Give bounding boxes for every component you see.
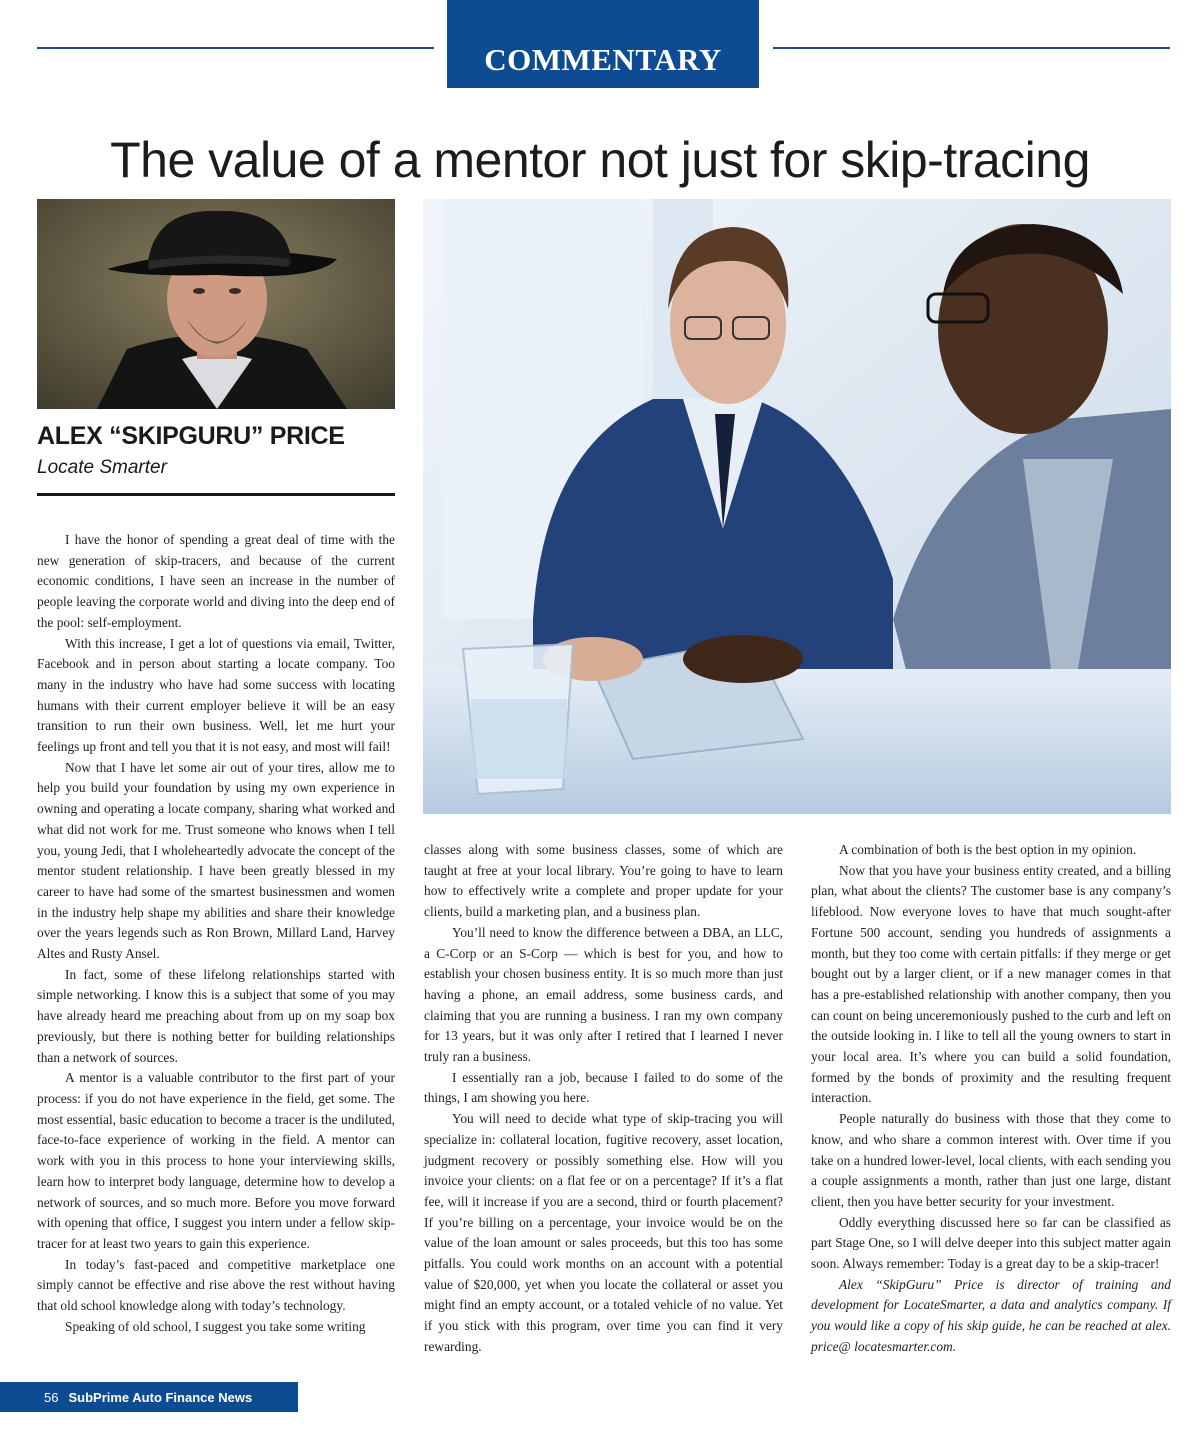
paragraph: You will need to decide what type of skip-tracing you will specialize in: collateral location, fugitive recovery, asset location, judgment recovery or possibly something else. How will you invoice your clients: on a flat fee or on a percentage? If it’s a flat fee, will it increase if you are a second, third or fourth placement? If you’re billing on a percentage, your invoice would be on the value of the loan amount or sales proceeds, but this too has some pitfalls. You could work months on an account with a potential value of $20,000, yet when you locate the collateral or asset you might find an empty account, or a totaled vehicle of no value. Yet if you stick with this program, over time you can find it very rewarding.	[424, 1111, 783, 1354]
paragraph: In fact, some of these lifelong relationships started with simple networking. I know this is a subject that some of you may have already heard me preaching about from up on my soap box previously, but there is nothing better for building relationships than a network of sources.	[37, 966, 395, 1065]
article-column-3	[811, 840, 1171, 1358]
paragraph: Oddly everything discussed here so far can be classified as part Stage One, so I will delve deeper into this subject matter again soon. Always remember: Today is a great day to be a skip-tracer!	[811, 1214, 1171, 1272]
section-label: COMMENTARY	[447, 0, 759, 88]
paragraph: A mentor is a valuable contributor to the first part of your process: if you do not have experience in the field, get some. The most essential, basic education to become a tracer is the undiluted, face-to-face experience of working in the field. A mentor can work with you in this process to hone your interviewing skills, learn how to interpret body language, determine how to develop a network of sources, and so much more. Before you move forward with opening that office, I suggest you intern under a fellow skip-tracer for at least two years to gain this experience.	[37, 1070, 395, 1251]
paragraph: classes along with some business classes, some of which are taught at free at your local library. You’re going to have to learn how to effectively write a complete and proper update for your clients, build a marketing plan, and a business plan.	[424, 842, 783, 920]
article-photo	[423, 199, 1171, 814]
paragraph: A combination of both is the best option in my opinion.	[839, 842, 1137, 857]
author-name: ALEX “SKIPGURU” PRICE	[37, 422, 345, 450]
header-rule-right	[773, 47, 1170, 49]
header-rule-left	[37, 47, 434, 49]
paragraph: Now that I have let some air out of your tires, allow me to help you build your foundation by using my own experience in owning and operating a locate company, sharing what worked and what did not work for me. Trust someone who knows when I tell you, young Jedi, that I wholeheartedly advocate the concept of the mentor student relationship. I have been greatly blessed in my career to have had some of the smartest businessmen and women in the industry help shape my abilities and share their knowledge over the years legends such as Ron Brown, Millard Land, Harvey Altes and Rusty Ansel.	[37, 759, 395, 962]
paragraph: People naturally do business with those that they come to know, and who share a common interest with. Over time if you take on a hundred lower-level, local clients, with each sending you a couple assignments a month, rather than just one large, distant client, then you have better security for your investment.	[811, 1111, 1171, 1209]
paragraph: I essentially ran a job, because I failed to do some of the things, I am showing you here.	[424, 1069, 783, 1106]
author-company: Locate Smarter	[37, 457, 167, 478]
page-number: 56	[44, 1389, 59, 1405]
article-column-2	[424, 840, 783, 1358]
paragraph: You’ll need to know the difference between a DBA, an LLC, a C-Corp or an S-Corp — which is best for you, and how to establish your chosen business entity. It is so much more than just having a phone, an email address, some business cards, and claiming that you are running a business. I ran my own company for 13 years, but it was only after I retired that I learned I never truly ran a business.	[424, 924, 783, 1065]
paragraph: In today’s fast-paced and competitive marketplace one simply cannot be effective and rise above the rest without having that old school knowledge along with today’s technology.	[37, 1256, 395, 1314]
page-footer	[0, 1382, 298, 1412]
author-divider	[37, 493, 395, 496]
article-title: The value of a mentor not just for skip-tracing	[110, 132, 1090, 188]
author-bio: Alex “SkipGuru” Price is director of training and development for LocateSmarter, a data and analytics company. If you would like a copy of his skip guide, he can be reached at alex. price@ locatesmarter.com.	[811, 1276, 1171, 1354]
paragraph: With this increase, I get a lot of questions via email, Twitter, Facebook and in person about starting a locate company. Too many in the industry who have had some success with locating humans with their current employer believe it will be an easy transition to run their own business. Well, let me hurt your feelings up front and tell you that it is not easy, and most will fail!	[37, 635, 395, 755]
article-column-1	[37, 530, 395, 1337]
author-photo	[37, 199, 395, 409]
paragraph: I have the honor of spending a great deal of time with the new generation of skip-tracers, and because of the current economic conditions, I have seen an increase in the number of people leaving the corporate world and diving into the deep end of the pool: self-employment.	[37, 532, 395, 630]
publication-name: SubPrime Auto Finance News	[68, 1389, 253, 1405]
paragraph: Speaking of old school, I suggest you take some writing	[65, 1318, 366, 1334]
paragraph: Now that you have your business entity created, and a billing plan, what about the clients? The customer base is any company’s lifeblood. Now everyone loves to have that much sought-after Fortune 500 account, sending you hundreds of assignments a month, but they too come with certain pitfalls: if they merge or get bought out by a larger client, or if a new manager comes in that has a pre-established relationship with another company, then you can count on being unceremoniously pushed to the curb and left on the outside looking in. I like to tell all the young owners to start in your local area. It’s where you can build a solid foundation, formed by the bonds of proximity and the resulting frequent interaction.	[811, 862, 1171, 1106]
